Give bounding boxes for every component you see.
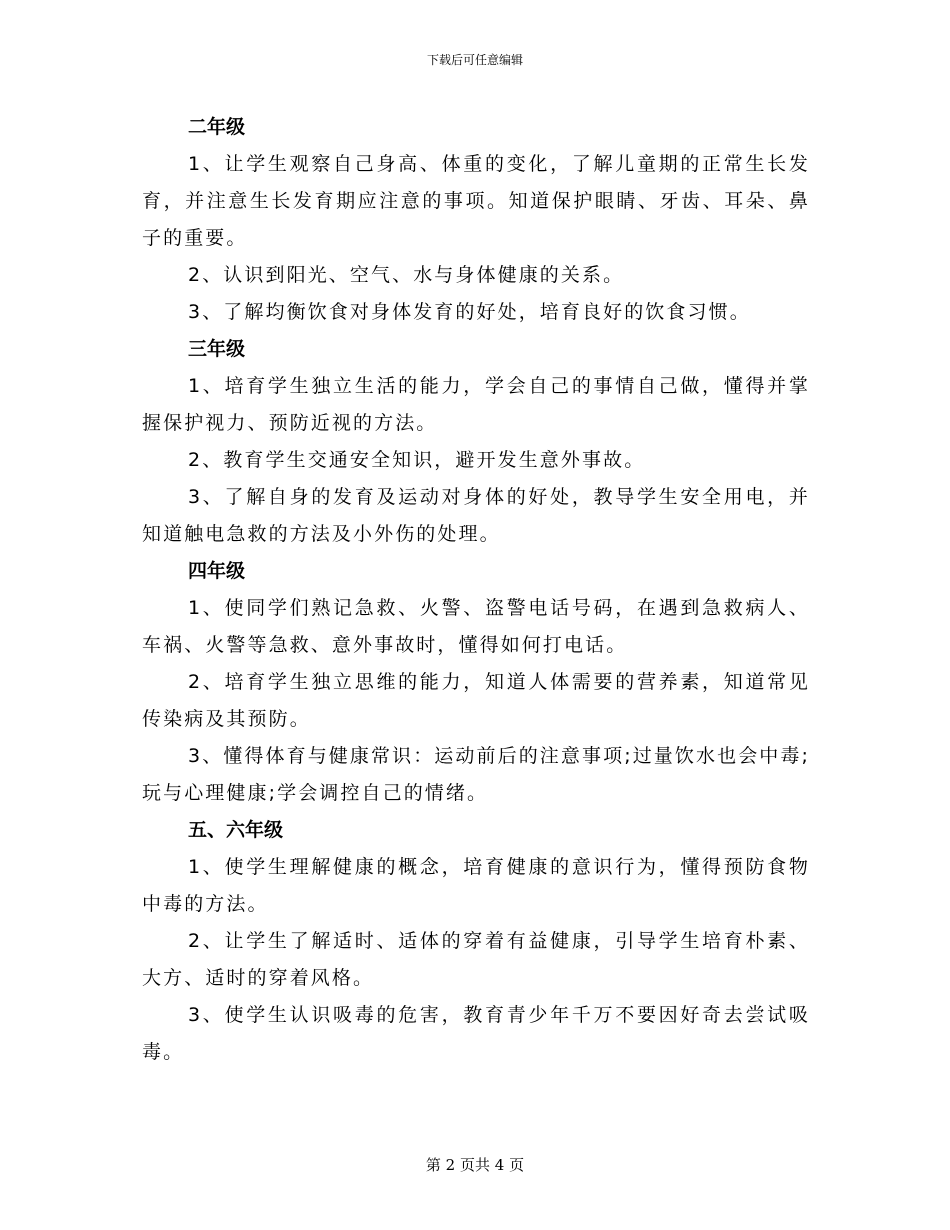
list-item: 3、了解均衡饮食对身体发育的好处，培育良好的饮食习惯。: [188, 301, 751, 323]
list-item: 2、培育学生独立思维的能力，知道人体需要的营养素，知道常见传染病及其预防。: [142, 671, 810, 730]
section-title: 五、六年级: [188, 819, 284, 841]
page-number: 第 2 页共 4 页: [425, 1156, 525, 1174]
list-item: 1、使学生理解健康的概念，培育健康的意识行为，懂得预防食物中毒的方法。: [142, 856, 810, 915]
document-body: [142, 109, 810, 1071]
list-item: 2、教育学生交通安全知识，避开发生意外事故。: [188, 449, 646, 471]
list-item: 3、了解自身的发育及运动对身体的好处，教导学生安全用电，并知道触电急救的方法及小外伤的处理。: [142, 486, 810, 545]
list-item: 1、培育学生独立生活的能力，学会自己的事情自己做，懂得并掌握保护视力、预防近视的方法。: [142, 375, 810, 434]
list-item: 2、让学生了解适时、适体的穿着有益健康，引导学生培育朴素、大方、适时的穿着风格。: [142, 930, 810, 989]
list-item: 3、使学生认识吸毒的危害，教育青少年千万不要因好奇去尝试吸毒。: [142, 1004, 810, 1063]
section-grade-2: [142, 109, 810, 331]
list-item: 1、使同学们熟记急救、火警、盗警电话号码，在遇到急救病人、车祸、火警等急救、意外事故时，懂得如何打电话。: [142, 597, 810, 656]
list-item: 3、懂得体育与健康常识：运动前后的注意事项;过量饮水也会中毒;玩与心理健康;学会调控自己的情绪。: [142, 745, 810, 804]
section-grade-3: [142, 331, 810, 553]
list-item: 1、让学生观察自己身高、体重的变化，了解儿童期的正常生长发育，并注意生长发育期应注意的事项。知道保护眼睛、牙齿、耳朵、鼻子的重要。: [142, 153, 810, 249]
section-title: 三年级: [188, 338, 246, 360]
section-grade-5-6: [142, 812, 810, 1071]
section-grade-4: [142, 553, 810, 812]
list-item: 2、认识到阳光、空气、水与身体健康的关系。: [188, 264, 625, 286]
section-title: 二年级: [188, 116, 246, 138]
page-header: 下载后可任意编辑: [426, 53, 523, 67]
section-title: 四年级: [188, 560, 246, 582]
